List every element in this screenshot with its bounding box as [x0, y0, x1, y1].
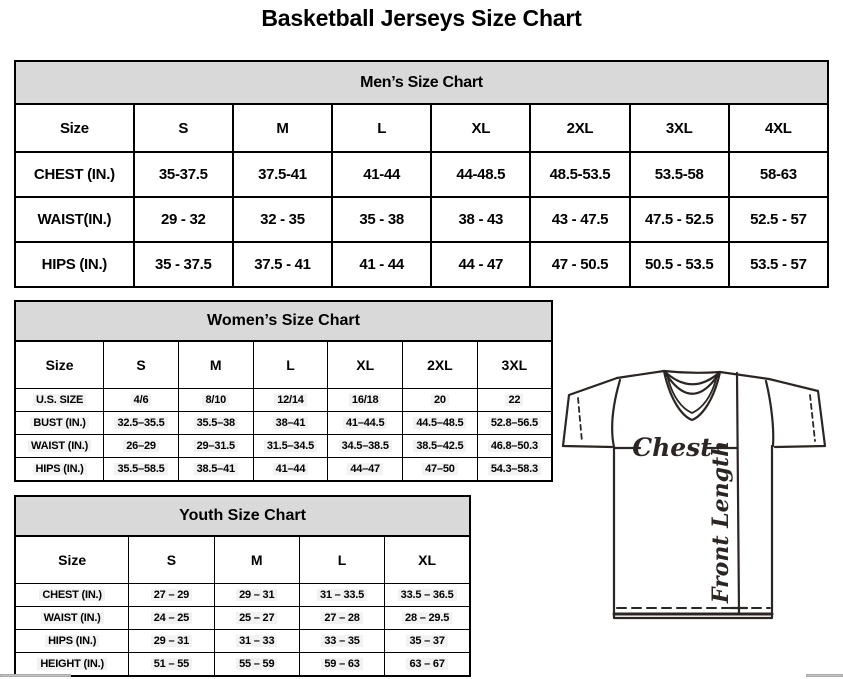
cell-value: 12/14 — [274, 394, 307, 406]
cell — [178, 412, 253, 435]
cell-value: 52.8–56.5 — [488, 417, 541, 429]
youth-chart-title: Youth Size Chart — [15, 496, 470, 536]
row-label — [15, 607, 129, 630]
column-header: 2XL — [530, 104, 629, 152]
cell: 38 - 43 — [431, 197, 530, 242]
row-label: WAIST(IN.) — [15, 197, 134, 242]
cell-value: 29 – 31 — [236, 589, 277, 601]
column-header: Size — [15, 341, 104, 389]
cell — [104, 435, 179, 458]
cell-value: 63 – 67 — [406, 658, 447, 670]
row-label: HIPS (IN.) — [15, 242, 134, 287]
cell — [328, 412, 403, 435]
cell — [477, 389, 552, 412]
row-label — [15, 435, 104, 458]
mens-size-chart-table — [14, 60, 829, 288]
table-row — [15, 653, 470, 677]
cell-value: 32.5–35.5 — [114, 417, 167, 429]
cell — [214, 630, 299, 653]
cell-value: CHEST (IN.) — [39, 589, 105, 601]
cell: 37.5-41 — [233, 152, 332, 197]
row-label — [15, 412, 104, 435]
cell — [299, 584, 384, 607]
row-label — [15, 389, 104, 412]
chest-label: Chest — [632, 433, 712, 462]
cell — [129, 607, 214, 630]
scrollbar-thumb-left[interactable] — [0, 674, 71, 677]
cell-value: 25 – 27 — [236, 612, 277, 624]
cell-value: 47–50 — [422, 463, 458, 475]
cell — [104, 412, 179, 435]
row-label — [15, 653, 129, 677]
column-header-row — [15, 536, 470, 584]
cell-value: 33.5 – 36.5 — [398, 589, 457, 601]
cell-value: 8/10 — [202, 394, 229, 406]
column-header: S — [104, 341, 179, 389]
cell-value: 38.5–42.5 — [413, 440, 466, 452]
cell-value: 51 – 55 — [151, 658, 192, 670]
cell: 41-44 — [332, 152, 431, 197]
cell — [328, 458, 403, 482]
page-title: Basketball Jerseys Size Chart — [261, 5, 582, 31]
cell-value: 41–44.5 — [343, 417, 387, 429]
column-header: L — [332, 104, 431, 152]
column-header-row — [15, 341, 552, 389]
cell — [214, 584, 299, 607]
cell — [477, 435, 552, 458]
cell — [385, 653, 470, 677]
table-row — [15, 630, 470, 653]
column-header: M — [214, 536, 299, 584]
table-row — [15, 607, 470, 630]
row-label: CHEST (IN.) — [15, 152, 134, 197]
cell-value: 54.3–58.3 — [488, 463, 541, 475]
mens-chart-title: Men’s Size Chart — [15, 61, 828, 104]
cell-value: 41–44 — [273, 463, 309, 475]
cell — [214, 653, 299, 677]
cell: 58-63 — [729, 152, 828, 197]
cell: 47 - 50.5 — [530, 242, 629, 287]
column-header: L — [253, 341, 328, 389]
cell-value: 38.5–41 — [194, 463, 238, 475]
womens-chart-title: Women’s Size Chart — [15, 301, 552, 341]
cell — [403, 389, 478, 412]
front-length-label: Front Length — [708, 440, 734, 604]
cell — [129, 630, 214, 653]
cell-value: BUST (IN.) — [30, 417, 88, 429]
cell-value: 27 – 29 — [151, 589, 192, 601]
table-row — [15, 152, 828, 197]
cell-value: 26–29 — [123, 440, 159, 452]
cell — [385, 630, 470, 653]
cell-value: 31.5–34.5 — [264, 440, 317, 452]
cell — [253, 458, 328, 482]
cell: 50.5 - 53.5 — [630, 242, 729, 287]
cell: 48.5-53.5 — [530, 152, 629, 197]
column-header: Size — [15, 104, 134, 152]
column-header: 3XL — [630, 104, 729, 152]
cell — [104, 458, 179, 482]
cell — [253, 389, 328, 412]
cell — [214, 607, 299, 630]
row-label — [15, 584, 129, 607]
cell — [299, 653, 384, 677]
cell — [385, 607, 470, 630]
column-header: S — [134, 104, 233, 152]
cell — [178, 458, 253, 482]
cell — [129, 584, 214, 607]
cell — [253, 435, 328, 458]
cell: 52.5 - 57 — [729, 197, 828, 242]
cell: 53.5-58 — [630, 152, 729, 197]
column-header: 4XL — [729, 104, 828, 152]
cell: 37.5 - 41 — [233, 242, 332, 287]
table-row — [15, 584, 470, 607]
womens-size-chart-table — [14, 300, 553, 482]
cell — [178, 389, 253, 412]
cell — [328, 435, 403, 458]
cell — [253, 412, 328, 435]
table-row — [15, 458, 552, 482]
cell — [403, 435, 478, 458]
cell-value: 22 — [505, 394, 523, 406]
cell-value: 20 — [431, 394, 449, 406]
cell — [129, 653, 214, 677]
table-row — [15, 197, 828, 242]
cell-value: 34.5–38.5 — [339, 440, 392, 452]
table-row — [15, 242, 828, 287]
column-header-row — [15, 104, 828, 152]
cell-value: HIPS (IN.) — [33, 463, 87, 475]
jersey-outline-icon — [563, 371, 825, 618]
cell-value: 27 – 28 — [321, 612, 362, 624]
cell — [299, 607, 384, 630]
column-header: XL — [328, 341, 403, 389]
table-title-row — [15, 496, 470, 536]
cell — [385, 584, 470, 607]
cell-value: 33 – 35 — [321, 635, 362, 647]
cell-value: 59 – 63 — [321, 658, 362, 670]
cell-value: 44–47 — [347, 463, 383, 475]
cell: 43 - 47.5 — [530, 197, 629, 242]
column-header: 2XL — [403, 341, 478, 389]
cell: 29 - 32 — [134, 197, 233, 242]
cell-value: 46.8–50.3 — [488, 440, 541, 452]
cell-value: 24 – 25 — [151, 612, 192, 624]
cell-value: 44.5–48.5 — [413, 417, 466, 429]
cell — [178, 435, 253, 458]
cell — [403, 412, 478, 435]
cell-value: 35 – 37 — [406, 635, 447, 647]
cell-value: WAIST (IN.) — [28, 440, 91, 452]
cell: 44-48.5 — [431, 152, 530, 197]
cell-value: 16/18 — [349, 394, 382, 406]
cell-value: 31 – 33 — [236, 635, 277, 647]
cell-value: 29 – 31 — [151, 635, 192, 647]
cell-value: U.S. SIZE — [33, 394, 86, 406]
row-label — [15, 630, 129, 653]
cell-value: 35.5–58.5 — [114, 463, 167, 475]
table-row — [15, 435, 552, 458]
cell: 41 - 44 — [332, 242, 431, 287]
column-header: M — [178, 341, 253, 389]
column-header: M — [233, 104, 332, 152]
column-header: XL — [385, 536, 470, 584]
youth-size-chart-table — [14, 495, 471, 677]
cell — [299, 630, 384, 653]
cell — [477, 412, 552, 435]
column-header: 3XL — [477, 341, 552, 389]
table-title-row — [15, 301, 552, 341]
cell-value: HEIGHT (IN.) — [37, 658, 107, 670]
cell: 47.5 - 52.5 — [630, 197, 729, 242]
column-header: Size — [15, 536, 129, 584]
cell-value: 4/6 — [131, 394, 152, 406]
cell-value: 55 – 59 — [236, 658, 277, 670]
cell: 32 - 35 — [233, 197, 332, 242]
jersey-measurement-diagram — [560, 356, 843, 632]
cell: 35 - 37.5 — [134, 242, 233, 287]
cell-value: 28 – 29.5 — [402, 612, 452, 624]
column-header: XL — [431, 104, 530, 152]
cell: 35 - 38 — [332, 197, 431, 242]
cell — [477, 458, 552, 482]
table-row — [15, 389, 552, 412]
scrollbar-thumb-right[interactable] — [806, 674, 843, 677]
cell-value: 38–41 — [273, 417, 309, 429]
cell-value: 35.5–38 — [194, 417, 238, 429]
cell-value: HIPS (IN.) — [45, 635, 99, 647]
cell-value: WAIST (IN.) — [41, 612, 104, 624]
column-header: L — [299, 536, 384, 584]
cell — [403, 458, 478, 482]
table-title-row — [15, 61, 828, 104]
row-label — [15, 458, 104, 482]
cell-value: 29–31.5 — [194, 440, 238, 452]
cell-value: 31 – 33.5 — [317, 589, 367, 601]
column-header: S — [129, 536, 214, 584]
table-row — [15, 412, 552, 435]
cell — [328, 389, 403, 412]
cell: 53.5 - 57 — [729, 242, 828, 287]
cell: 35-37.5 — [134, 152, 233, 197]
cell — [104, 389, 179, 412]
cell: 44 - 47 — [431, 242, 530, 287]
